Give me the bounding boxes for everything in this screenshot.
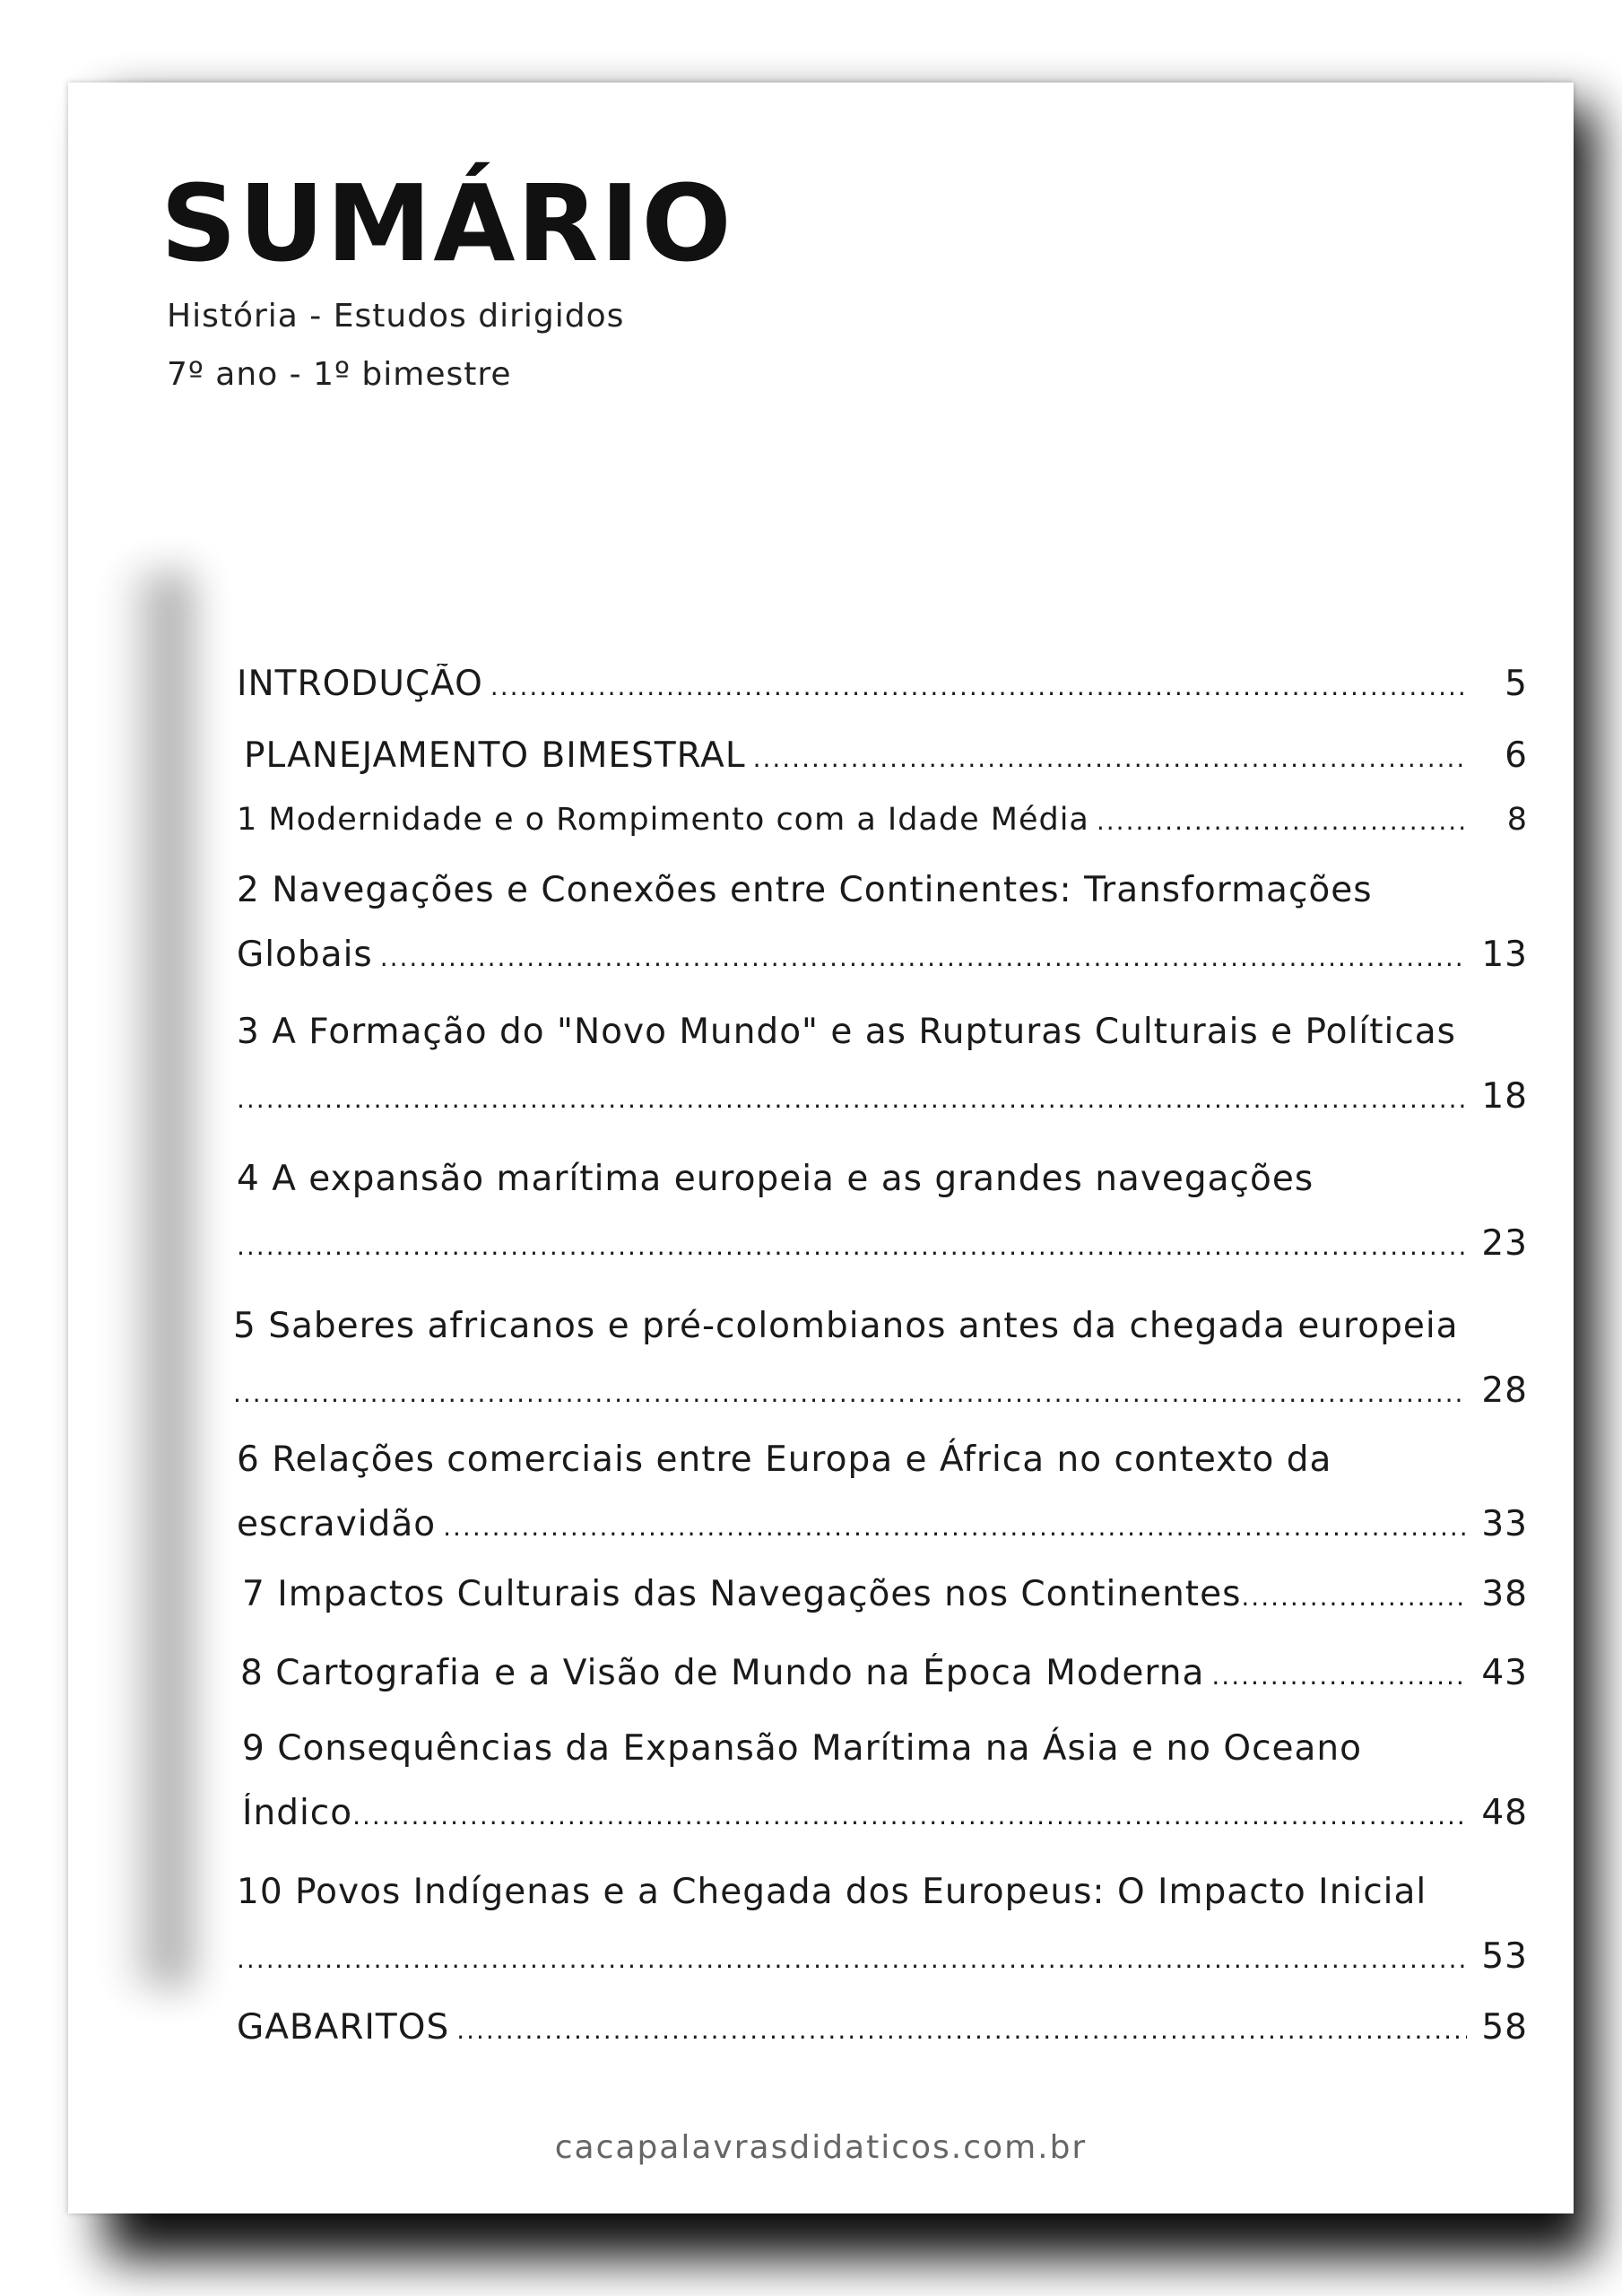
toc-entry-title: GABARITOS — [237, 2007, 450, 2048]
toc-entry-title-line2: escravidão — [237, 1504, 437, 1544]
toc-entry-chapter-2[interactable] — [237, 870, 1528, 981]
toc-entry-chapter-1[interactable] — [237, 802, 1528, 848]
toc-entry-chapter-9[interactable] — [242, 1728, 1528, 1839]
toc-entry-title-line2: Globais — [237, 935, 373, 975]
dot-leader — [237, 1231, 1467, 1261]
page-title: SUMÁRIO — [160, 161, 733, 285]
toc-entry-chapter-8[interactable] — [240, 1653, 1528, 1700]
toc-entry-title: 8 Cartografia e a Visão de Mundo na Época Moderna — [240, 1653, 1205, 1693]
toc-entry-page: 43 — [1481, 1653, 1528, 1693]
toc-entry-chapter-5[interactable] — [233, 1306, 1528, 1417]
toc-entry-chapter-7[interactable] — [242, 1574, 1528, 1621]
toc-entry-planejamento[interactable] — [244, 735, 1528, 782]
toc-entry-title-line1: 10 Povos Indígenas e a Chegada dos Europeus: O Impacto Inicial — [237, 1872, 1427, 1912]
toc-entry-page: 6 — [1505, 735, 1528, 776]
toc-entry-title-line1: 3 A Formação do "Novo Mundo" e as Rupturas Culturais e Políticas — [237, 1012, 1456, 1052]
document-page — [68, 83, 1574, 2213]
toc-entry-page: 38 — [1481, 1574, 1528, 1614]
toc-entry-title: PLANEJAMENTO BIMESTRAL — [244, 735, 746, 776]
toc-entry-page: 8 — [1506, 802, 1528, 838]
dot-leader — [1241, 1582, 1467, 1612]
dot-leader — [233, 1378, 1467, 1408]
binding-shadow — [68, 571, 198, 1988]
toc-entry-chapter-10[interactable] — [237, 1872, 1528, 1983]
toc-entry-chapter-4[interactable] — [237, 1159, 1528, 1270]
subject-subtitle: História - Estudos dirigidos — [167, 298, 625, 335]
toc-entry-title-line2: Índico — [242, 1793, 353, 1833]
toc-entry-page: 53 — [1481, 1936, 1528, 1977]
footer-website: cacapalavrasdidaticos.com.br — [554, 2129, 1088, 2166]
toc-entry-title-line1: 9 Consequências da Expansão Marítima na Ásia e no Oceano — [242, 1728, 1362, 1769]
dot-leader — [352, 1801, 1467, 1831]
toc-entry-page: 33 — [1481, 1504, 1528, 1544]
toc-entry-title-line1: 2 Navegações e Conexões entre Continentes: Transformações — [237, 870, 1373, 910]
toc-entry-title-line1: 4 A expansão marítima europeia e as grandes navegações — [237, 1159, 1314, 1199]
toc-entry-chapter-6[interactable] — [237, 1439, 1528, 1551]
dot-leader — [753, 744, 1467, 773]
toc-entry-page: 18 — [1481, 1076, 1528, 1117]
dot-leader — [237, 1944, 1467, 1974]
toc-entry-title: 1 Modernidade e o Rompimento com a Idade Média — [237, 802, 1089, 838]
toc-entry-title-line1: 5 Saberes africanos e pré-colombianos antes da chegada europeia — [233, 1306, 1459, 1346]
toc-entry-page: 23 — [1481, 1223, 1528, 1264]
dot-leader — [456, 2015, 1467, 2045]
toc-entry-page: 5 — [1505, 664, 1528, 704]
toc-entry-page: 28 — [1481, 1370, 1528, 1411]
dot-leader — [490, 672, 1467, 701]
dot-leader — [1097, 806, 1467, 836]
dot-leader — [237, 1084, 1467, 1114]
grade-subtitle: 7º ano - 1º bimestre — [167, 356, 512, 393]
dot-leader — [443, 1512, 1467, 1542]
toc-entry-page: 13 — [1481, 935, 1528, 975]
toc-entry-page: 58 — [1481, 2007, 1528, 2048]
toc-entry-title-line1: 6 Relações comerciais entre Europa e África no contexto da — [237, 1439, 1332, 1480]
toc-entry-page: 48 — [1481, 1793, 1528, 1833]
dot-leader — [1211, 1661, 1467, 1691]
toc-entry-gabaritos[interactable] — [237, 2007, 1528, 2054]
toc-entry-title: 7 Impactos Culturais das Navegações nos Continentes — [242, 1574, 1242, 1614]
dot-leader — [380, 943, 1467, 972]
toc-entry-chapter-3[interactable] — [237, 1012, 1528, 1123]
toc-entry-title: INTRODUÇÃO — [237, 664, 483, 704]
toc-entry-introducao[interactable] — [237, 664, 1528, 710]
